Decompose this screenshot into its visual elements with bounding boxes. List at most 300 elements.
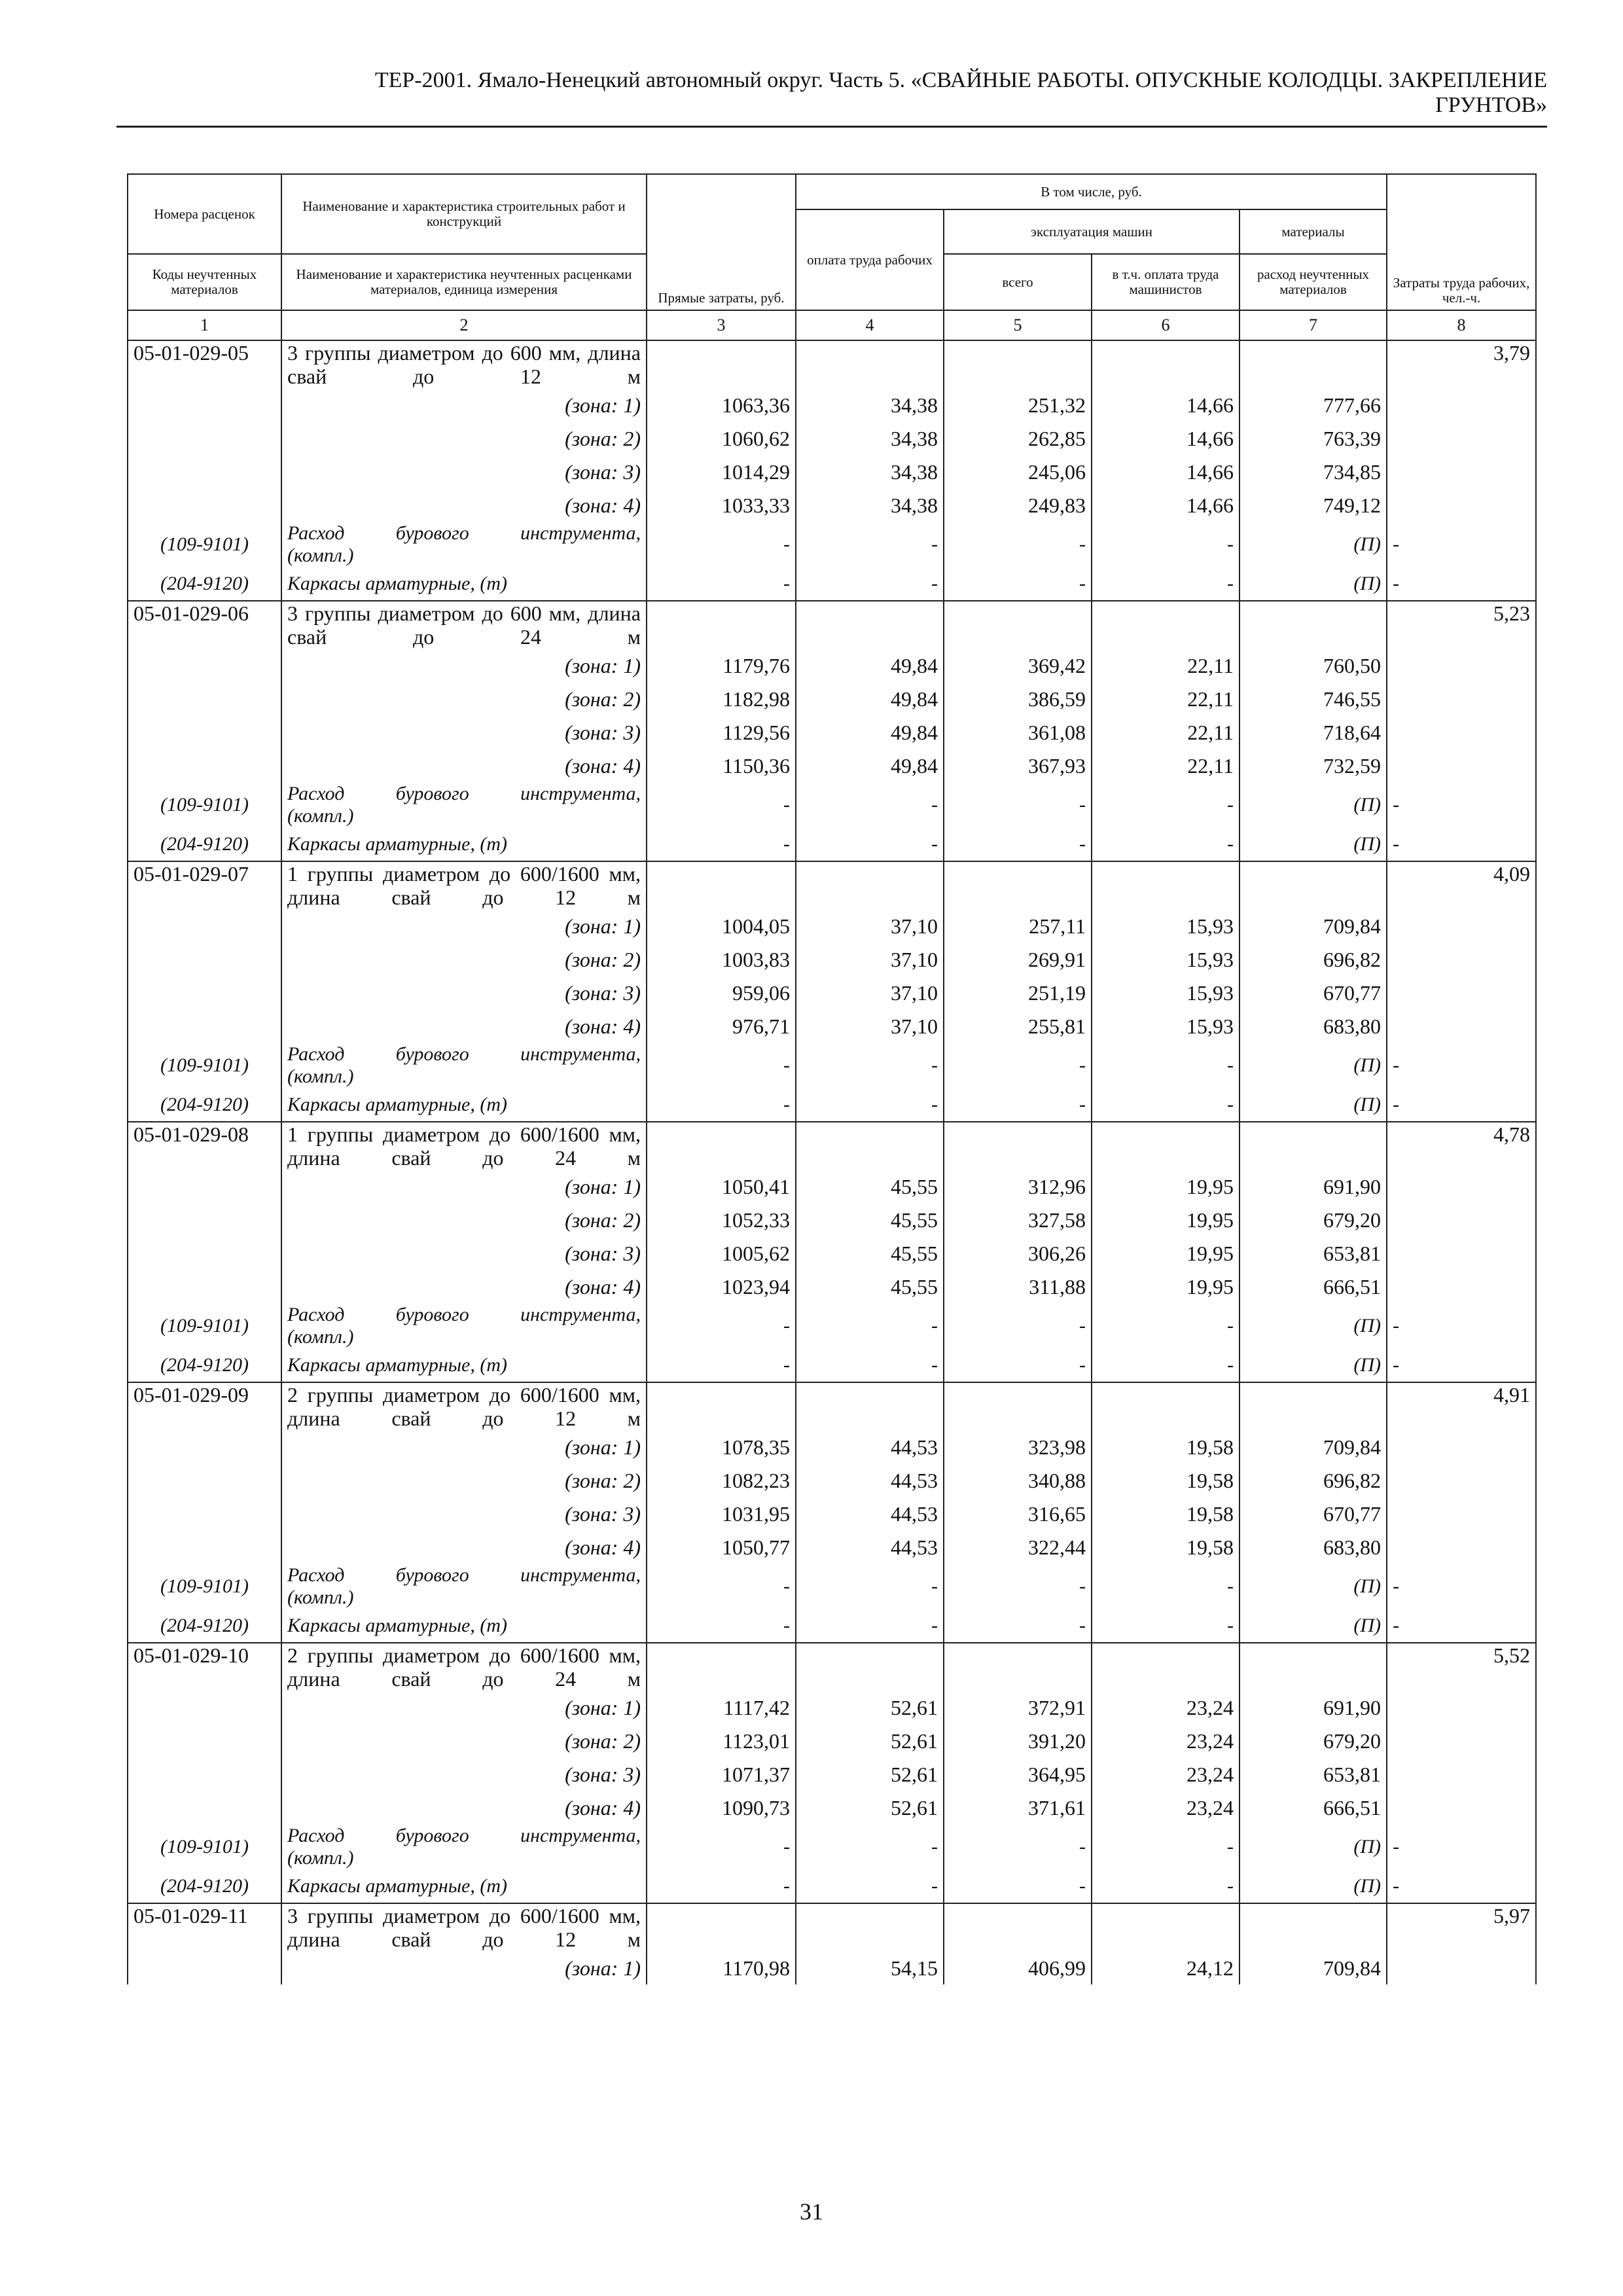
operator-wages: 22,11 [1092,682,1240,715]
header-line-1: ТЕР-2001. Ямало-Ненецкий автономный округ. Часть 5. «СВАЙНЫЕ РАБОТЫ. ОПУСКНЫЕ КОЛОДЦЫ. ЗАКРЕПЛЕНИЕ [374,68,1547,92]
empty-cell [944,601,1092,649]
unaccounted-material-row [128,1088,1536,1122]
direct-cost: 1003,83 [647,942,796,976]
direct-cost: 1063,36 [647,388,796,422]
worker-wages: 52,61 [796,1691,944,1724]
material-name [281,1303,647,1349]
material-usage: (П) [1240,1088,1387,1122]
dash-cell: - [944,1609,1092,1643]
material-name: Каркасы арматурные, (т) [281,1088,647,1122]
worker-wages: 52,61 [796,1757,944,1791]
materials-cost: 777,66 [1240,388,1387,422]
material-code: (204-9120) [128,1088,281,1122]
materials-cost: 691,90 [1240,1170,1387,1203]
rate-code: 05-01-029-08 [128,1122,281,1303]
zone-label: (зона: 1) [281,1951,647,1984]
dash-cell: - [1092,1303,1240,1349]
dash-cell: - [647,828,796,861]
worker-wages: 34,38 [796,422,944,455]
material-name: Каркасы арматурные, (т) [281,567,647,601]
material-code: (204-9120) [128,567,281,601]
zone-label: (зона: 3) [281,1236,647,1270]
material-code: (109-9101) [128,782,281,828]
direct-cost: 1005,62 [647,1236,796,1270]
material-name-unit: (компл.) [287,805,354,827]
dash-cell: - [796,522,944,567]
dash-cell: - [1387,1870,1536,1903]
column-number: 2 [281,310,647,340]
dash-cell: - [647,1609,796,1643]
machine-cost: 323,98 [944,1430,1092,1463]
empty-cell [944,1643,1092,1691]
empty-cell [944,861,1092,909]
dash-cell: - [796,1043,944,1088]
dash-cell: - [1387,782,1536,828]
rate-code: 05-01-029-11 [128,1903,281,1984]
dash-cell: - [647,1870,796,1903]
zone-label: (зона: 2) [281,1463,647,1497]
operator-wages: 19,95 [1092,1203,1240,1236]
dash-cell: - [796,1824,944,1870]
material-code: (204-9120) [128,828,281,861]
operator-wages: 24,12 [1092,1951,1240,1984]
material-name [281,522,647,567]
operator-wages: 19,95 [1092,1170,1240,1203]
direct-cost: 1090,73 [647,1791,796,1824]
operator-wages: 15,93 [1092,1009,1240,1043]
labor-cost: 5,23 [1387,601,1536,782]
machine-cost: 269,91 [944,942,1092,976]
materials-cost: 718,64 [1240,715,1387,749]
dash-cell: - [796,1870,944,1903]
dash-cell: - [944,1564,1092,1609]
dash-cell: - [647,1088,796,1122]
dash-cell: - [1387,1824,1536,1870]
machine-cost: 251,19 [944,976,1092,1009]
worker-wages: 34,38 [796,388,944,422]
rate-title-row [128,1643,1536,1691]
operator-wages: 23,24 [1092,1757,1240,1791]
rate-code: 05-01-029-09 [128,1382,281,1564]
worker-wages: 37,10 [796,909,944,942]
materials-cost: 734,85 [1240,455,1387,488]
rate-title-row [128,1903,1536,1951]
materials-cost: 709,84 [1240,1951,1387,1984]
zone-row [128,942,1536,976]
zone-row [128,649,1536,682]
rate-title: 3 группы диаметром до 600 мм, длина свай до 24 м [281,601,647,649]
zone-row [128,1236,1536,1270]
dash-cell: - [1092,1043,1240,1088]
zone-row [128,1724,1536,1757]
direct-cost: 1078,35 [647,1430,796,1463]
dash-cell: - [796,1564,944,1609]
material-name-line: Расход бурового инструмента, [287,1304,641,1325]
operator-wages: 22,11 [1092,749,1240,782]
empty-cell [1092,601,1240,649]
material-name: Каркасы арматурные, (т) [281,1609,647,1643]
worker-wages: 34,38 [796,455,944,488]
materials-cost: 683,80 [1240,1009,1387,1043]
empty-cell [647,1643,796,1691]
dash-cell: - [796,1349,944,1382]
materials-cost: 696,82 [1240,1463,1387,1497]
column-number: 1 [128,310,281,340]
labor-cost: 5,52 [1387,1643,1536,1824]
empty-cell [944,1122,1092,1170]
direct-cost: 1082,23 [647,1463,796,1497]
zone-label: (зона: 1) [281,1170,647,1203]
zone-label: (зона: 4) [281,488,647,522]
column-number: 4 [796,310,944,340]
operator-wages: 15,93 [1092,942,1240,976]
operator-wages: 14,66 [1092,455,1240,488]
direct-cost: 1014,29 [647,455,796,488]
materials-cost: 691,90 [1240,1691,1387,1724]
zone-row [128,388,1536,422]
empty-cell [1092,1122,1240,1170]
worker-wages: 52,61 [796,1791,944,1824]
material-code: (204-9120) [128,1609,281,1643]
direct-cost: 1123,01 [647,1724,796,1757]
direct-cost: 1182,98 [647,682,796,715]
materials-cost: 666,51 [1240,1791,1387,1824]
operator-wages: 23,24 [1092,1724,1240,1757]
dash-cell: - [944,1303,1092,1349]
zone-row [128,1430,1536,1463]
machine-cost: 391,20 [944,1724,1092,1757]
operator-wages: 22,11 [1092,649,1240,682]
unaccounted-material-row [128,522,1536,567]
zone-label: (зона: 4) [281,1530,647,1564]
machine-cost: 249,83 [944,488,1092,522]
dash-cell: - [1387,1609,1536,1643]
direct-cost: 1170,98 [647,1951,796,1984]
worker-wages: 54,15 [796,1951,944,1984]
empty-cell [647,1903,796,1951]
operator-wages: 23,24 [1092,1691,1240,1724]
operator-wages: 14,66 [1092,422,1240,455]
empty-cell [1240,1903,1387,1951]
zone-label: (зона: 1) [281,649,647,682]
material-name [281,782,647,828]
dash-cell: - [944,1088,1092,1122]
zone-label: (зона: 2) [281,942,647,976]
direct-cost: 976,71 [647,1009,796,1043]
zone-row [128,909,1536,942]
dash-cell: - [1387,522,1536,567]
empty-cell [647,1382,796,1430]
material-usage: (П) [1240,567,1387,601]
material-usage: (П) [1240,1564,1387,1609]
zone-row [128,455,1536,488]
direct-cost: 1023,94 [647,1270,796,1303]
operator-wages: 19,95 [1092,1236,1240,1270]
col2-header-top: Наименование и характеристика строительных работ и конструкций [281,174,647,254]
rate-section [128,1122,1536,1382]
col8-header: Затраты труда рабочих, чел.-ч. [1387,174,1536,310]
dash-cell: - [1092,1824,1240,1870]
zone-label: (зона: 2) [281,1203,647,1236]
zone-label: (зона: 3) [281,976,647,1009]
material-name-line: Расход бурового инструмента, [287,1564,641,1586]
machine-cost: 322,44 [944,1530,1092,1564]
zone-row [128,1497,1536,1530]
rate-title: 1 группы диаметром до 600/1600 мм, длина свай до 12 м [281,861,647,909]
materials-cost: 696,82 [1240,942,1387,976]
worker-wages: 45,55 [796,1270,944,1303]
dash-cell: - [1092,1609,1240,1643]
col7-header: расход неучтенных материалов [1240,254,1387,310]
direct-cost: 1052,33 [647,1203,796,1236]
rate-code: 05-01-029-10 [128,1643,281,1824]
materials-cost: 763,39 [1240,422,1387,455]
unaccounted-material-row [128,1609,1536,1643]
zone-row [128,1530,1536,1564]
unaccounted-material-row [128,782,1536,828]
material-code: (204-9120) [128,1349,281,1382]
materials-cost: 760,50 [1240,649,1387,682]
worker-wages: 45,55 [796,1236,944,1270]
rate-code: 05-01-029-05 [128,340,281,522]
material-code: (109-9101) [128,1564,281,1609]
worker-wages: 52,61 [796,1724,944,1757]
col6-header: в т.ч. оплата труда машинистов [1092,254,1240,310]
empty-cell [647,601,796,649]
direct-cost: 1033,33 [647,488,796,522]
empty-cell [647,861,796,909]
rate-section [128,601,1536,861]
machines-header: эксплуатация машин [944,209,1240,254]
rate-title-row [128,1382,1536,1430]
worker-wages: 44,53 [796,1497,944,1530]
dash-cell: - [1387,1088,1536,1122]
empty-cell [944,340,1092,388]
zone-label: (зона: 1) [281,388,647,422]
zone-row [128,1170,1536,1203]
dash-cell: - [1092,1088,1240,1122]
labor-cost: 5,97 [1387,1903,1536,1984]
material-name-unit: (компл.) [287,1587,354,1608]
empty-cell [796,861,944,909]
material-name-line: Расход бурового инструмента, [287,1043,641,1065]
column-number: 3 [647,310,796,340]
worker-wages: 45,55 [796,1170,944,1203]
zone-row [128,1009,1536,1043]
machine-cost: 306,26 [944,1236,1092,1270]
material-name: Каркасы арматурные, (т) [281,828,647,861]
direct-cost: 1150,36 [647,749,796,782]
material-usage: (П) [1240,782,1387,828]
worker-wages: 34,38 [796,488,944,522]
zone-label: (зона: 2) [281,422,647,455]
machine-cost: 361,08 [944,715,1092,749]
zone-label: (зона: 2) [281,1724,647,1757]
materials-cost: 709,84 [1240,909,1387,942]
rate-title-row [128,601,1536,649]
operator-wages: 15,93 [1092,909,1240,942]
column-number: 7 [1240,310,1387,340]
dash-cell: - [944,1824,1092,1870]
empty-cell [1092,1903,1240,1951]
machine-cost: 386,59 [944,682,1092,715]
dash-cell: - [1387,1564,1536,1609]
empty-cell [1240,861,1387,909]
operator-wages: 19,58 [1092,1530,1240,1564]
unaccounted-material-row [128,1043,1536,1088]
zone-row [128,976,1536,1009]
rate-code: 05-01-029-06 [128,601,281,782]
material-usage: (П) [1240,828,1387,861]
worker-wages: 49,84 [796,749,944,782]
worker-wages: 37,10 [796,942,944,976]
machine-cost: 371,61 [944,1791,1092,1824]
dash-cell: - [796,828,944,861]
empty-cell [944,1903,1092,1951]
materials-cost: 670,77 [1240,1497,1387,1530]
direct-cost: 1071,37 [647,1757,796,1791]
worker-wages: 49,84 [796,715,944,749]
rate-code: 05-01-029-07 [128,861,281,1043]
materials-cost: 653,81 [1240,1236,1387,1270]
empty-cell [1240,1122,1387,1170]
materials-cost: 679,20 [1240,1724,1387,1757]
zone-row [128,749,1536,782]
dash-cell: - [1092,1564,1240,1609]
dash-cell: - [647,1824,796,1870]
dash-cell: - [796,1609,944,1643]
machine-cost: 406,99 [944,1951,1092,1984]
zone-label: (зона: 4) [281,1270,647,1303]
rate-title: 3 группы диаметром до 600/1600 мм, длина свай до 12 м [281,1903,647,1951]
zone-row [128,1203,1536,1236]
dash-cell: - [647,1303,796,1349]
material-usage: (П) [1240,1824,1387,1870]
materials-cost: 746,55 [1240,682,1387,715]
direct-cost: 959,06 [647,976,796,1009]
material-code: (109-9101) [128,1043,281,1088]
direct-cost: 1060,62 [647,422,796,455]
empty-cell [1240,1643,1387,1691]
rate-title: 2 группы диаметром до 600/1600 мм, длина свай до 12 м [281,1382,647,1430]
dash-cell: - [1092,782,1240,828]
zone-row [128,422,1536,455]
material-usage: (П) [1240,1349,1387,1382]
materials-cost: 666,51 [1240,1270,1387,1303]
operator-wages: 22,11 [1092,715,1240,749]
empty-cell [796,1643,944,1691]
zone-label: (зона: 3) [281,1497,647,1530]
materials-header: материалы [1240,209,1387,254]
col5-header: всего [944,254,1092,310]
rate-title-row [128,861,1536,909]
zone-label: (зона: 4) [281,749,647,782]
unaccounted-material-row [128,1303,1536,1349]
material-usage: (П) [1240,1609,1387,1643]
dash-cell: - [1387,1303,1536,1349]
empty-cell [1240,1382,1387,1430]
materials-cost: 670,77 [1240,976,1387,1009]
zone-row [128,682,1536,715]
zone-label: (зона: 3) [281,455,647,488]
group-header: В том числе, руб. [796,174,1387,209]
materials-cost: 653,81 [1240,1757,1387,1791]
empty-cell [1092,1643,1240,1691]
rate-title: 1 группы диаметром до 600/1600 мм, длина свай до 24 м [281,1122,647,1170]
material-usage: (П) [1240,1043,1387,1088]
operator-wages: 14,66 [1092,488,1240,522]
zone-label: (зона: 1) [281,1430,647,1463]
dash-cell: - [944,828,1092,861]
machine-cost: 364,95 [944,1757,1092,1791]
machine-cost: 262,85 [944,422,1092,455]
dash-cell: - [1387,1043,1536,1088]
column-number: 5 [944,310,1092,340]
operator-wages: 23,24 [1092,1791,1240,1824]
zone-label: (зона: 1) [281,909,647,942]
zone-label: (зона: 1) [281,1691,647,1724]
col1-header-bottom: Коды неучтенных материалов [128,254,281,310]
worker-wages: 49,84 [796,682,944,715]
material-name-line: Расход бурового инструмента, [287,1825,641,1846]
page-header [116,68,1547,118]
labor-cost: 4,09 [1387,861,1536,1043]
machine-cost: 251,32 [944,388,1092,422]
header-line-2: ГРУНТОВ» [1435,93,1547,117]
unaccounted-material-row [128,1349,1536,1382]
zone-label: (зона: 3) [281,715,647,749]
empty-cell [1092,861,1240,909]
worker-wages: 49,84 [796,649,944,682]
dash-cell: - [944,522,1092,567]
material-usage: (П) [1240,1303,1387,1349]
zone-row [128,1791,1536,1824]
empty-cell [796,1122,944,1170]
dash-cell: - [1092,567,1240,601]
dash-cell: - [796,567,944,601]
operator-wages: 15,93 [1092,976,1240,1009]
rate-title-row [128,1122,1536,1170]
col1-header-top: Номера расценок [128,174,281,254]
material-code: (109-9101) [128,1824,281,1870]
rate-section [128,1643,1536,1903]
worker-wages: 44,53 [796,1463,944,1497]
machine-cost: 311,88 [944,1270,1092,1303]
dash-cell: - [1092,522,1240,567]
zone-row [128,1757,1536,1791]
column-number: 6 [1092,310,1240,340]
rate-section [128,1382,1536,1643]
material-code: (109-9101) [128,522,281,567]
operator-wages: 19,58 [1092,1497,1240,1530]
materials-cost: 679,20 [1240,1203,1387,1236]
dash-cell: - [1387,567,1536,601]
material-name-line: Расход бурового инструмента, [287,522,641,544]
empty-cell [1092,340,1240,388]
empty-cell [1240,340,1387,388]
dash-cell: - [1092,828,1240,861]
empty-cell [796,1382,944,1430]
dash-cell: - [647,1564,796,1609]
dash-cell: - [944,782,1092,828]
machine-cost: 255,81 [944,1009,1092,1043]
unaccounted-material-row [128,1824,1536,1870]
direct-cost: 1117,42 [647,1691,796,1724]
empty-cell [796,601,944,649]
dash-cell: - [944,1870,1092,1903]
dash-cell: - [796,1088,944,1122]
direct-cost: 1179,76 [647,649,796,682]
